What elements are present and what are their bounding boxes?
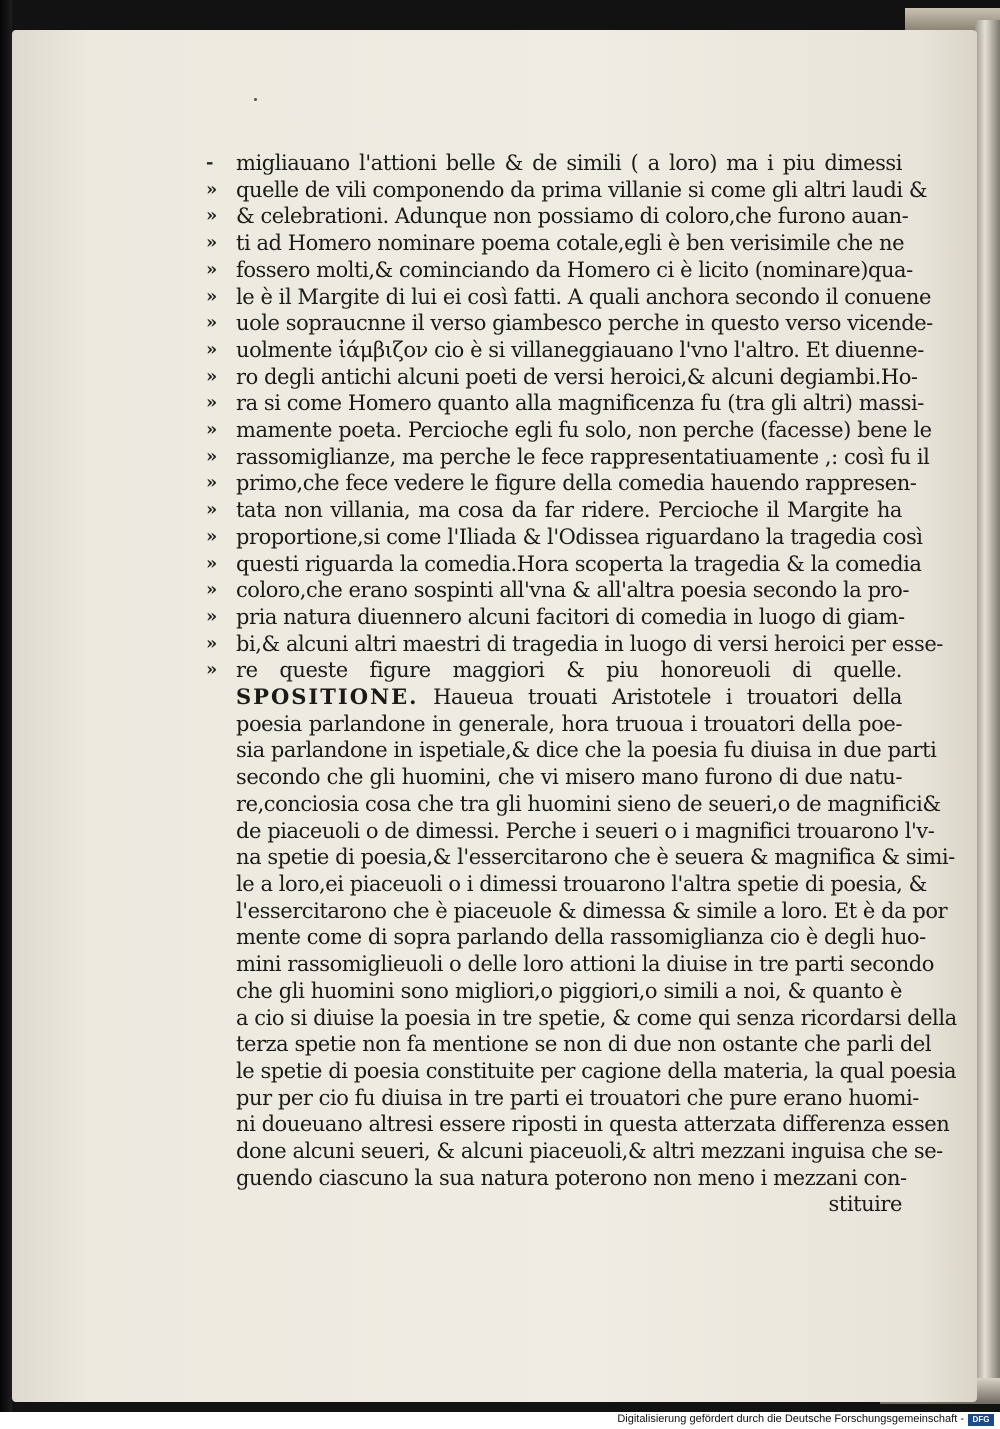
quoted-line-text: ra si come Homero quanto alla magnificenza fu (tra gli altri) massi-	[236, 391, 924, 416]
quoted-line-text: quelle de vili componendo da prima villanie si come gli altri laudi &	[236, 177, 928, 202]
quoted-line-text: uolmente ἰάμβιζον cio è si villaneggiauano l'vno l'altro. Et diuenne-	[236, 337, 924, 362]
commentary-body	[236, 711, 957, 1192]
quotation-mark: »	[206, 552, 218, 574]
quoted-line-text: primo,che fece vedere le figure della comedia hauendo rappresen-	[236, 471, 917, 496]
quoted-line	[206, 150, 902, 177]
quoted-line-text: fossero molti,& cominciando da Homero ci è licito (nominare)qua-	[236, 257, 913, 282]
quoted-line	[206, 551, 922, 578]
quotation-mark: »	[206, 178, 218, 200]
dfg-logo: DFG	[968, 1414, 994, 1426]
quotation-mark: »	[206, 285, 218, 307]
quoted-line-text: bi,& alcuni altri maestri di tragedia in luogo di versi heroici per esse-	[236, 631, 943, 656]
commentary-line: mente come di sopra parlando della rassomiglianza cio è degli huo-	[236, 925, 926, 950]
ink-speck	[254, 98, 257, 101]
footer-credit: Digitalisierung gefördert durch die Deutsche Forschungsgemeinschaft -	[617, 1413, 964, 1425]
quotation-mark: »	[206, 499, 218, 521]
commentary-line: che gli huomini sono migliori,o piggiori,o simili a noi, & quanto è	[236, 978, 902, 1003]
quoted-line-text: pria natura diuennero alcuni facitori di comedia in luogo di giam-	[236, 604, 905, 629]
commentary-line: pur per cio fu diuisa in tre parti ei trouatori che pure erano huomi-	[236, 1085, 919, 1110]
quoted-line-text: ro degli antichi alcuni poeti de versi heroici,& alcuni degiambi.Ho-	[236, 364, 918, 389]
quoted-line-text: le è il Margite di lui ei così fatti. A quali anchora secondo il conuene	[236, 284, 931, 309]
quoted-line	[206, 444, 930, 471]
quoted-line	[206, 417, 932, 444]
quotation-mark: »	[206, 445, 218, 467]
quoted-line-text: migliauano l'attioni belle & de simili ( a loro) ma i piu dimessi	[236, 151, 902, 175]
commentary-line: terza spetie non fa mentione se non di due non ostante che parli del	[236, 1032, 932, 1057]
quoted-line-text: re queste figure maggiori & piu honoreuoli di quelle.	[236, 658, 902, 683]
quotation-mark: »	[206, 232, 218, 254]
quoted-line-text: ti ad Homero nominare poema cotale,egli è ben verisimile che ne	[236, 231, 905, 256]
catchword: stituire	[828, 1192, 902, 1217]
quoted-line-text: rassomiglianze, ma perche le fece rappresentatiuamente ,: così fu il	[236, 444, 930, 469]
quotation-mark: »	[206, 605, 218, 627]
commentary-line: re,conciosia cosa che tra gli huomini sieno de seueri,o de magnifici&	[236, 791, 941, 816]
quoted-line-text: tata non villania, ma cosa da far ridere. Percioche il Margite ha	[236, 498, 902, 523]
quotation-mark: »	[206, 312, 218, 334]
book-binding-shadow	[0, 0, 12, 1412]
commentary-line: done alcuni seueri, & alcuni piaceuoli,& altri mezzani inguisa che se-	[236, 1139, 943, 1164]
page-text	[206, 150, 957, 1218]
quoted-line	[206, 470, 917, 497]
quotation-mark: »	[206, 258, 218, 280]
quotation-mark: »	[206, 419, 218, 441]
quotation-mark: »	[206, 205, 218, 227]
quoted-line	[206, 631, 943, 658]
quoted-line	[206, 390, 924, 417]
quotation-mark: »	[206, 392, 218, 414]
quoted-line-text: proportione,si come l'Iliada & l'Odissea riguardano la tragedia così	[236, 524, 923, 549]
sposition-first-text: Haueua trouati Aristotele i trouatori della	[418, 685, 902, 710]
quoted-line	[206, 577, 909, 604]
commentary-line: l'essercitarono che è piaceuole & dimessa & simile a loro. Et è da por	[236, 898, 948, 923]
commentary-line: mini rassomiglieuoli o delle loro attioni la diuise in tre parti secondo	[236, 952, 934, 977]
commentary-line: le spetie di poesia constituite per cagione della materia, la qual poesia	[236, 1058, 957, 1083]
commentary-line: de piaceuoli o de dimessi. Perche i seueri o i magnifici trouarono l'v-	[236, 818, 935, 843]
commentary-line: a cio si diuise la poesia in tre spetie, & come qui senza ricordarsi della	[236, 1005, 957, 1030]
quoted-line	[206, 203, 909, 230]
commentary-line: na spetie di poesia,& l'essercitarono che è seuera & magnifica & simi-	[236, 845, 955, 870]
quoted-passage	[206, 150, 943, 684]
quoted-line-text: uole sopraucnne il verso giambesco perche in questo verso vicende-	[236, 311, 933, 336]
commentary-line: sia parlandone in ispetiale,& dice che la poesia fu diuisa in due parti	[236, 738, 937, 763]
commentary-line: poesia parlandone in generale, hora truoua i trouatori della poe-	[236, 711, 902, 736]
quoted-line-text: coloro,che erano sospinti all'vna & all'altra poesia secondo la pro-	[236, 578, 909, 603]
quotation-mark: »	[206, 472, 218, 494]
quoted-line	[206, 257, 913, 284]
quoted-line	[206, 364, 918, 391]
commentary-line: le a loro,ei piaceuoli o i dimessi trouarono l'altra spetie di poesia, &	[236, 871, 927, 896]
quoted-line-text: questi riguarda la comedia.Hora scoperta la tragedia & la comedia	[236, 551, 922, 576]
quoted-line	[206, 284, 931, 311]
quotation-mark: »	[206, 338, 218, 360]
commentary-line: ni doueuano altresi essere riposti in questa atterzata differenza essen	[236, 1112, 950, 1137]
quoted-line-text: & celebrationi. Adunque non possiamo di coloro,che furono auan-	[236, 204, 909, 229]
quotation-mark: »	[206, 365, 218, 387]
quoted-line	[206, 310, 933, 337]
quotation-mark: »	[206, 632, 218, 654]
footer-bar	[0, 1412, 1000, 1429]
quoted-line	[206, 230, 905, 257]
commentary-line: secondo che gli huomini, che vi misero mano furono di due natu-	[236, 765, 902, 790]
sposition-first-line	[236, 684, 902, 711]
page-edge-right	[975, 20, 1000, 1390]
quoted-line	[206, 337, 924, 364]
quoted-line	[206, 177, 928, 204]
commentary-line: guendo ciascuno la sua natura poterono non meno i mezzani con-	[236, 1165, 907, 1190]
quoted-line	[206, 524, 923, 551]
quotation-mark: »	[206, 659, 218, 681]
quoted-line	[206, 604, 905, 631]
quoted-line-text: mamente poeta. Percioche egli fu solo, non perche (facesse) bene le	[236, 418, 932, 443]
quotation-mark: »	[206, 525, 218, 547]
quotation-mark: -	[206, 152, 214, 173]
quotation-mark: »	[206, 579, 218, 601]
quoted-line	[206, 497, 902, 524]
sposition-heading: SPOSITIONE.	[236, 684, 419, 710]
quoted-line	[206, 657, 902, 684]
